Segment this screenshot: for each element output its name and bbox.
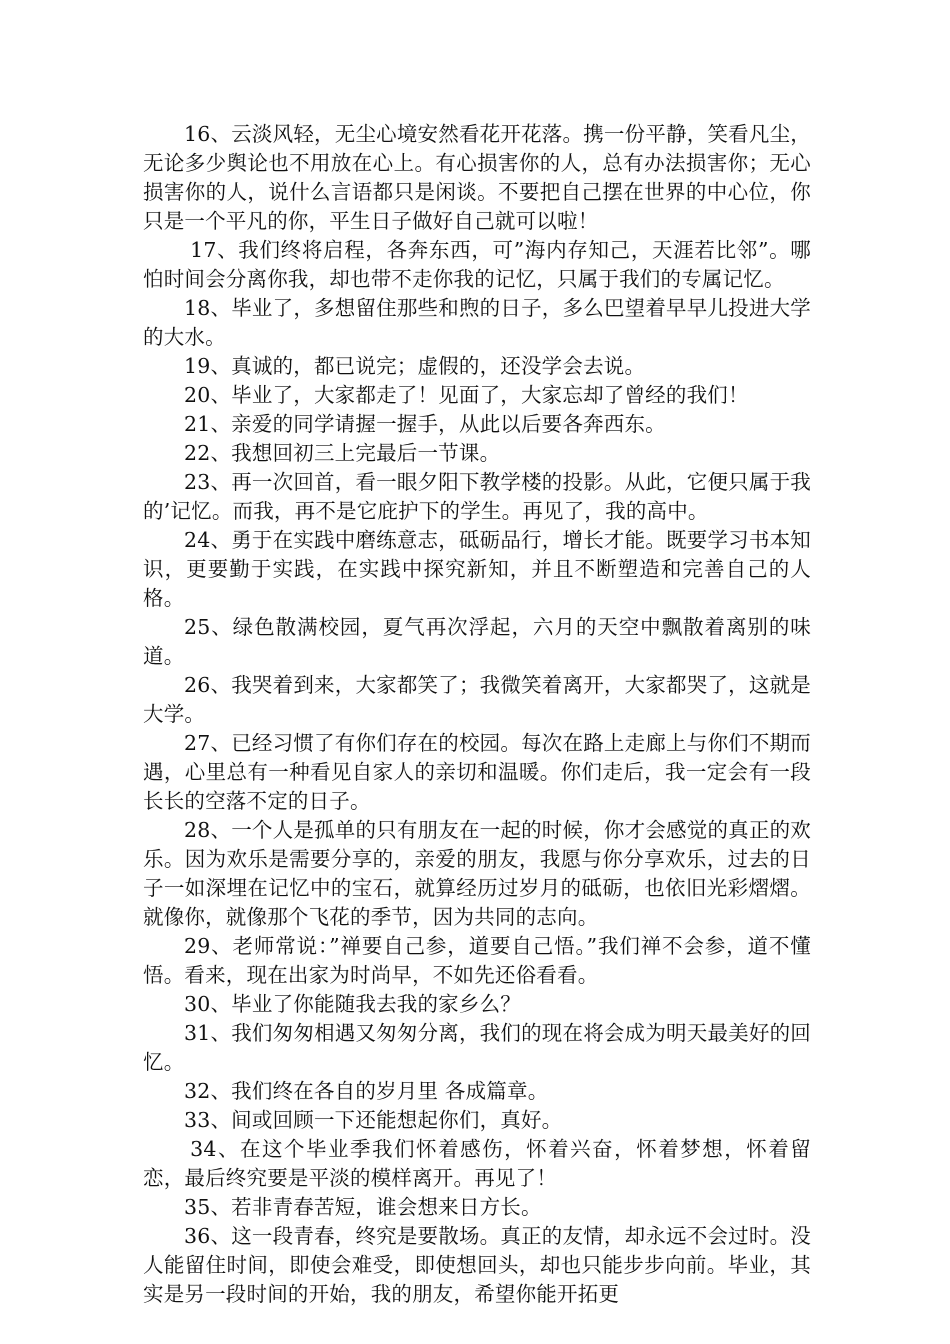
paragraph-17: 17、我们终将启程，各奔东西，可”海内存知己，天涯若比邻”。哪怕时间会分离你我，却也带不走你我的记忆，只属于我们的专属记忆。	[143, 238, 811, 291]
paragraph-22: 22、我想回初三上完最后一节课。	[184, 441, 501, 465]
paragraph-18: 18、毕业了，多想留住那些和煦的日子，多么巴望着早早儿投进大学的大水。	[143, 296, 811, 349]
paragraph-27: 27、已经习惯了有你们存在的校园。每次在路上走廊上与你们不期而遇，心里总有一种看见自家人的亲切和温暖。你们走后，我一定会有一段长长的空落不定的日子。	[143, 731, 811, 813]
paragraph-19: 19、真诚的，都已说完；虚假的，还没学会去说。	[184, 354, 646, 378]
paragraph-25: 25、绿色散满校园，夏气再次浮起，六月的天空中飘散着离别的味道。	[143, 615, 811, 668]
paragraph-35: 35、若非青春苦短，谁会想来日方长。	[184, 1195, 542, 1219]
paragraph-30: 30、毕业了你能随我去我的家乡么？	[184, 992, 521, 1016]
paragraph-32: 32、我们终在各自的岁月里 各成篇章。	[184, 1079, 549, 1103]
paragraph-34: 34、在这个毕业季我们怀着感伤，怀着兴奋，怀着梦想，怀着留恋，最后终究要是平淡的模样离开。再见了！	[143, 1137, 811, 1190]
paragraph-24: 24、勇于在实践中磨练意志，砥砺品行，增长才能。既要学习书本知识，更要勤于实践，在实践中探究新知，并且不断塑造和完善自己的人格。	[143, 528, 811, 610]
document-body	[143, 120, 811, 1309]
paragraph-26: 26、我哭着到来，大家都笑了；我微笑着离开，大家都哭了，这就是大学。	[143, 673, 811, 726]
paragraph-33: 33、间或回顾一下还能想起你们，真好。	[184, 1108, 563, 1132]
paragraph-16: 16、云淡风轻，无尘心境安然看花开花落。携一份平静，笑看凡尘，无论多少舆论也不用放在心上。有心损害你的人，总有办法损害你；无心损害你的人，说什么言语都只是闲谈。不要把自己摆在世界的中心位，你只是一个平凡的你，平生日子做好自己就可以啦！	[143, 122, 811, 233]
paragraph-29: 29、老师常说：”禅要自己参，道要自己悟。”我们禅不会参，道不懂悟。看来，现在出家为时尚早，不如先还俗看看。	[143, 934, 811, 987]
paragraph-31: 31、我们匆匆相遇又匆匆分离，我们的现在将会成为明天最美好的回忆。	[143, 1021, 811, 1074]
paragraph-21: 21、亲爱的同学请握一握手，从此以后要各奔西东。	[184, 412, 666, 436]
paragraph-23: 23、再一次回首，看一眼夕阳下教学楼的投影。从此，它便只属于我的’记忆。而我，再不是它庇护下的学生。再见了，我的高中。	[143, 470, 811, 523]
paragraph-36: 36、这一段青春，终究是要散场。真正的友情，却永远不会过时。没人能留住时间，即使会难受，即使想回头，却也只能步步向前。毕业，其实是另一段时间的开始，我的朋友，希望你能开拓更	[143, 1224, 811, 1306]
paragraph-28: 28、一个人是孤单的只有朋友在一起的时候，你才会感觉的真正的欢乐。因为欢乐是需要分享的，亲爱的朋友，我愿与你分享欢乐，过去的日子一如深埋在记忆中的宝石，就算经历过岁月的砥砺，也依旧光彩熠熠。就像你，就像那个飞花的季节，因为共同的志向。	[143, 818, 811, 929]
paragraph-20: 20、毕业了，大家都走了！见面了，大家忘却了曾经的我们！	[184, 383, 749, 407]
